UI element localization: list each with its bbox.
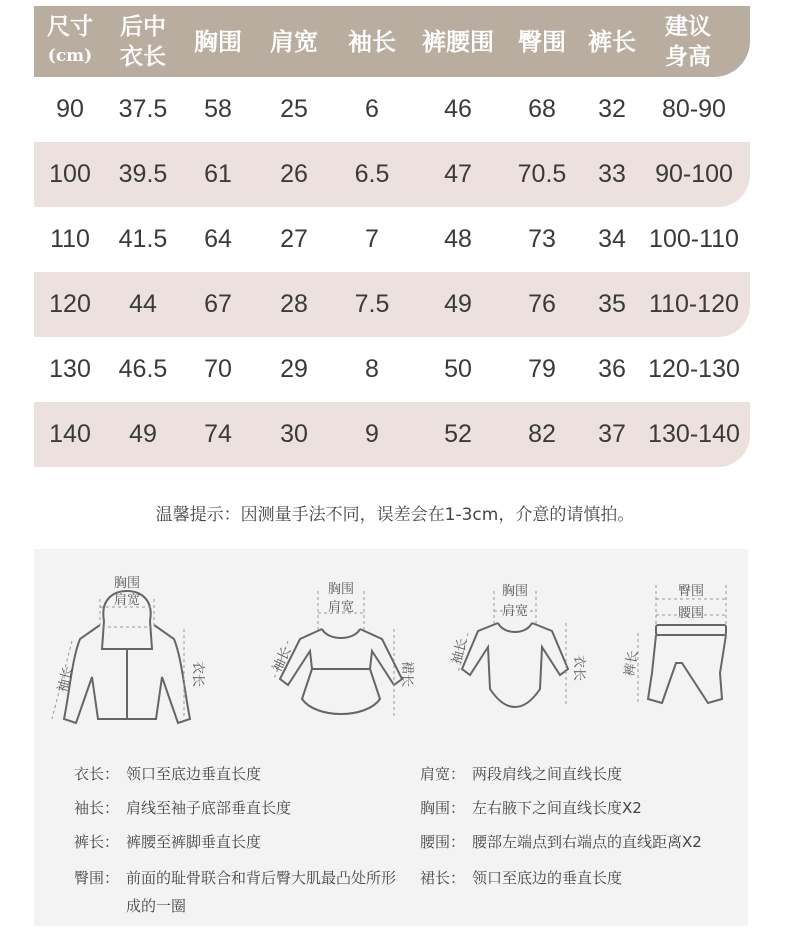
hooded-jacket-icon [64,591,190,723]
cell-pants-length: 32 [598,95,626,123]
dress-length-label: 裙长 [399,661,414,688]
definition-text: 领口至底边垂直长度 [126,765,262,783]
cell-size: 120 [49,290,91,318]
cell-sleeve: 6 [365,95,379,123]
table-row [34,337,750,402]
cell-shoulder: 29 [280,355,308,383]
romper-length-label: 衣长 [571,655,586,682]
header-waist: 裤腰围 [422,27,494,56]
size-table [34,6,750,467]
pants-hip-label: 臀围 [677,584,705,599]
definition-label: 腰围： [420,833,466,851]
cell-hip: 70.5 [517,160,567,188]
cell-waist: 49 [444,290,472,318]
table-row [34,207,750,272]
cell-size: 100 [49,160,91,188]
measurement-tip: 温馨提示：因测量手法不同，误差会在1-3cm，介意的请慎拍。 [155,505,635,525]
header-chest: 胸围 [194,27,242,56]
cell-size: 130 [49,355,91,383]
header-pants-length: 裤长 [588,27,636,56]
dress-icon [280,629,402,714]
cell-size: 110 [50,225,90,253]
cell-hip: 82 [528,420,556,448]
cell-shoulder: 27 [280,225,308,253]
definition-text: 腰部左端点到右端点的直线距离X2 [472,833,702,851]
cell-back-length: 41.5 [118,225,168,253]
header-height: 建议 身高 [665,12,711,70]
cell-pants-length: 33 [598,160,626,188]
pants-icon [648,625,726,703]
cell-back-length: 37.5 [118,95,168,123]
cell-pants-length: 34 [598,225,626,253]
header-shoulder: 肩宽 [270,27,318,56]
cell-hip: 73 [528,225,556,253]
cell-shoulder: 28 [280,290,308,318]
cell-sleeve: 7.5 [354,290,390,318]
pants-length-label: 裤长 [622,649,642,678]
cell-back-length: 49 [129,420,157,448]
cell-waist: 50 [444,355,472,383]
cell-chest: 58 [204,95,232,123]
table-header [34,6,750,77]
cell-hip: 76 [528,290,556,318]
table-row [34,272,750,337]
definition-text: 领口至底边的垂直长度 [472,869,623,887]
definition-text: 两段肩线之间直线长度 [472,765,623,783]
romper-shoulder-label: 肩宽 [501,604,529,619]
cell-pants-length: 37 [598,420,626,448]
cell-shoulder: 30 [280,420,308,448]
table-row [34,77,750,142]
jacket-diagram [42,569,212,729]
cell-height: 80-90 [662,95,726,123]
header-sleeve: 袖长 [348,27,396,56]
cell-height: 120-130 [648,355,740,383]
jacket-chest-label: 胸围 [113,576,141,591]
cell-chest: 70 [204,355,232,383]
cell-chest: 74 [204,420,232,448]
cell-waist: 48 [444,225,472,253]
cell-shoulder: 25 [280,95,308,123]
cell-chest: 61 [204,160,232,188]
jacket-length-label: 衣长 [190,661,205,688]
jacket-shoulder-label: 肩宽 [113,593,141,608]
cell-hip: 68 [528,95,556,123]
cell-height: 130-140 [648,420,740,448]
cell-sleeve: 9 [365,420,379,448]
cell-pants-length: 36 [598,355,626,383]
dress-chest-label: 胸围 [327,582,355,597]
romper-chest-label: 胸围 [501,584,529,599]
dress-diagram [266,569,416,729]
cell-height: 90-100 [655,160,733,188]
table-row [34,402,750,467]
pants-diagram [618,577,738,717]
cell-chest: 64 [204,225,232,253]
cell-pants-length: 35 [598,290,626,318]
cell-sleeve: 6.5 [354,160,390,188]
definition-label: 肩宽： [420,765,466,783]
cell-waist: 52 [444,420,472,448]
header-back-length: 后中 衣长 [120,12,166,70]
header-size: 尺寸 (cm) [47,13,93,66]
romper-diagram [438,577,588,727]
definition-label: 臀围： [74,869,120,887]
cell-chest: 67 [204,290,232,318]
definition-text: 肩线至袖子底部垂直长度 [126,799,292,817]
measurement-guide [34,549,748,926]
definition-text: 前面的耻骨联合和背后臀大肌最凸处所形成的一圈 [126,869,397,915]
cell-back-length: 39.5 [118,160,168,188]
definition-text: 左右腋下之间直线长度X2 [472,799,642,817]
cell-height: 110-120 [649,290,739,318]
cell-hip: 79 [528,355,556,383]
definition-label: 袖长： [74,799,120,817]
definition-text: 裤腰至裤脚垂直长度 [126,833,262,851]
definition-label: 裤长： [74,833,120,851]
pants-waist-label: 腰围 [677,606,705,621]
cell-height: 100-110 [649,225,739,253]
dress-sleeve-label: 袖长 [270,644,295,675]
cell-waist: 46 [444,95,472,123]
cell-size: 90 [56,95,84,123]
header-hip: 臀围 [518,27,566,56]
cell-back-length: 46.5 [118,355,168,383]
cell-waist: 47 [444,160,472,188]
cell-size: 140 [49,420,91,448]
cell-sleeve: 7 [365,225,379,253]
romper-sleeve-label: 袖长 [449,637,471,667]
table-row [34,142,750,207]
cell-sleeve: 8 [365,355,379,383]
dress-shoulder-label: 肩宽 [327,600,355,615]
definition-label: 衣长： [74,765,120,783]
jacket-sleeve-label: 袖长 [55,665,77,695]
definition-label: 裙长： [420,869,466,887]
romper-icon [462,623,568,707]
cell-back-length: 44 [129,290,157,318]
definition-label: 胸围： [420,799,466,817]
cell-shoulder: 26 [280,160,308,188]
